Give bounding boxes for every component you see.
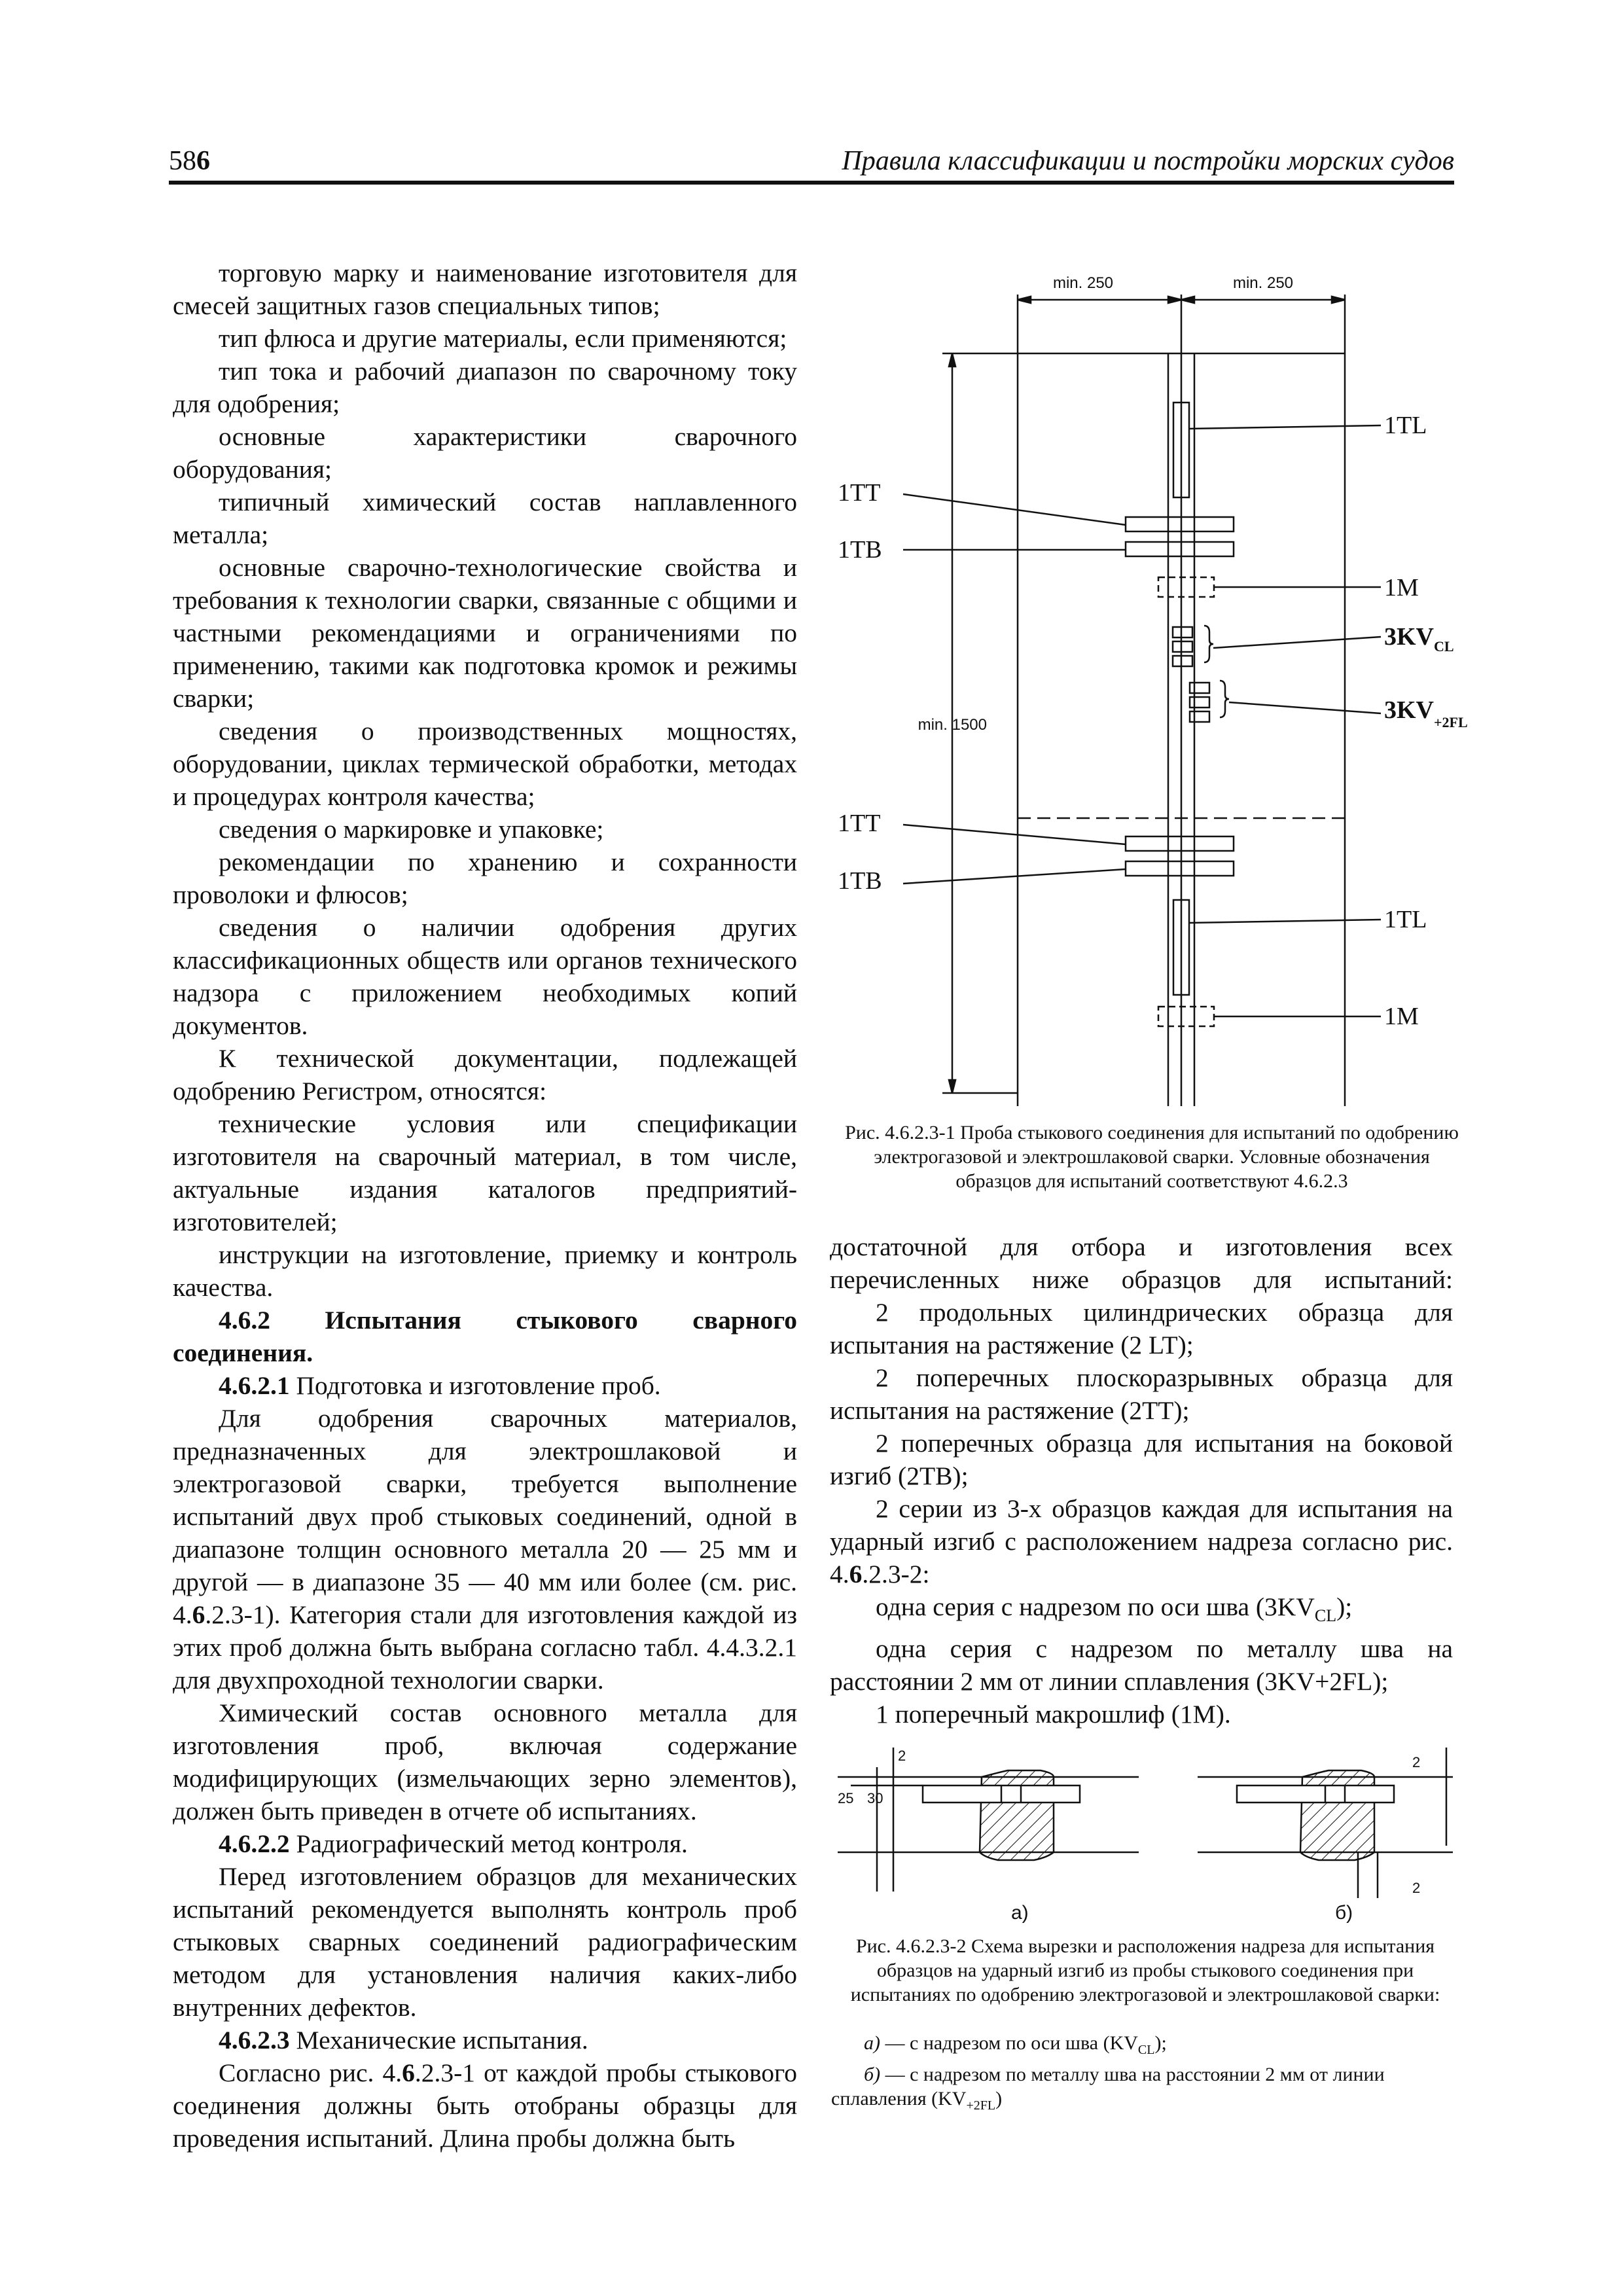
subsection-heading: 4.6.2.1 Подготовка и изготовление проб. [219,1371,661,1400]
label-3kv-2fl: $3KV_{+2FL}$ [1384,696,1468,730]
paragraph: сведения о производственных мощностях, оборудовании, циклах термической обработки, методах и процедурах контроля качества; [173,717,797,811]
label-b: б) [1335,1902,1353,1924]
running-title: Правила классификации и постройки морских судов [842,146,1454,176]
list-item: 2 поперечных образца для испытания на боковой изгиб (2TB); [830,1429,1453,1490]
figure2-caption-items [831,2031,1459,2118]
paragraph: К технической документации, подлежащей одобрению Регистром, относятся: [173,1044,797,1105]
figure2-caption: Рис. 4.6.2.3-2 Схема вырезки и расположения надреза для испытания образцов на ударный изгиб из пробы стыкового соединения при испытаниях по одобрению электрогазовой и электрошлаковой сварки: [850,1935,1440,2005]
label-a: а) [1011,1902,1029,1924]
label-1tt-top: 1TT [838,479,881,507]
dim-30: 30 [867,1790,883,1806]
label-1tb-bottom: 1TB [838,867,882,895]
paragraph: сведения о маркировке и упаковке; [219,815,604,844]
figure1-caption: Рис. 4.6.2.3-1 Проба стыкового соединения для испытаний по одобрению электрогазовой и электрошлаковой сварки. Условные обозначения образцов для испытаний соответствуют 4.6.2.3 [845,1122,1459,1192]
paragraph: Согласно рис. 4.6.2.3-1 от каждой пробы стыкового соединения должны быть отобраны образцы для проведения испытаний. Длина пробы должна быть [173,2058,797,2153]
list-item: одна серия с надрезом по оси шва $(3KV_{CL})$; [876,1592,1353,1625]
subsection-heading: 4.6.2.3 Механические испытания. [219,2026,588,2054]
dim-2-right-top: 2 [1412,1754,1421,1770]
label-1tb-top: 1TB [838,536,882,564]
paragraph: сведения о наличии одобрения других классификационных обществ или органов технического надзора с приложением необходимых копий документов. [173,913,797,1040]
paragraph: типичный химический состав наплавленного металла; [173,488,797,549]
dim-25: 25 [838,1790,854,1806]
dim-top-left: min. 250 [1052,274,1114,292]
figure-notch-location [831,1741,1459,1931]
paragraph: Химический состав основного металла для изготовления проб, включая содержание модифицирующих (измельчающих зерно элементов), должен быть приведен в отчете об испытаниях. [173,1698,797,1825]
dim-2-right-bottom: 2 [1412,1880,1421,1896]
label-1tl-top: 1TL [1384,412,1427,439]
dim-height: min. 1500 [918,716,987,734]
label-1m-bottom: 1M [1384,1003,1419,1030]
paragraph: достаточной для отбора и изготовления всех перечисленных ниже образцов для испытаний: [830,1232,1453,1294]
paragraph: рекомендации по хранению и сохранности проволоки и флюсов; [173,848,797,909]
label-3kv-cl: $3KV_{CL}$ [1384,623,1454,655]
caption-item-b: б) — с надрезом по металлу шва на расстоянии 2 мм от линии сплавления $(KV_{+2FL})$ [831,2064,1385,2113]
paragraph: тип флюса и другие материалы, если применяются; [219,324,787,353]
header-rule [169,181,1454,185]
figure-butt-weld-test-piece [818,262,1472,1113]
paragraph: инструкции на изготовление, приемку и контроль качества. [173,1240,797,1302]
list-item: 2 серии из 3-х образцов каждая для испытания на ударный изгиб с расположением надреза согласно рис. 4.6.2.3-2: [830,1494,1453,1588]
paragraph: технические условия или спецификации изготовителя на сварочный материал, в том числе, актуальные издания каталогов предприятий-изготовителей; [173,1109,797,1236]
caption-item-a: а) — с надрезом по оси шва $(KV_{CL})$; [864,2032,1167,2057]
paragraph: тип тока и рабочий диапазон по сварочному току для одобрения; [173,357,797,418]
subsection-heading: 4.6.2.2 Радиографический метод контроля. [219,1829,688,1858]
left-column [173,257,797,2155]
paragraph: Для одобрения сварочных материалов, предназначенных для электрошлаковой и электрогазовой сварки, требуется выполнение испытаний двух проб стыковых соединений, одной в диапазоне толщин основного металла 20 — 25 мм и другой — в диапазоне 35 — 40 мм или более (см. рис. 4.6.2.3-1). Категория стали для изготовления каждой из этих проб должна быть выбрана согласно табл. 4.4.3.2.1 для двухпроходной технологии сварки. [173,1404,797,1695]
list-item: 1 поперечный макрошлиф (1M). [876,1699,1231,1729]
paragraph: торговую марку и наименование изготовителя для смесей защитных газов специальных типов; [173,259,797,320]
label-1m-top: 1M [1384,574,1419,601]
section-heading: 4.6.2 Испытания стыкового сварного соединения. [173,1306,797,1367]
dim-top-right: min. 250 [1232,274,1294,292]
paragraph: основные сварочно-технологические свойства и требования к технологии сварки, связанные с общими и частными рекомендациями и ограничениями по применению, такими как подготовка кромок и режимы сварки; [173,553,797,713]
label-1tt-bottom: 1TT [838,810,881,837]
right-column [830,1230,1453,1731]
list-item: одна серия с надрезом по металлу шва на расстоянии 2 мм от линии сплавления (3KV+2FL); [830,1634,1453,1696]
label-1tl-bottom: 1TL [1384,906,1427,933]
list-item: 2 поперечных плоскоразрывных образца для испытания на растяжение (2TT); [830,1363,1453,1425]
page-number: 586 [169,146,210,176]
paragraph: основные характеристики сварочного оборудования; [173,422,797,484]
paragraph: Перед изготовлением образцов для механических испытаний рекомендуется выполнять контроль проб стыковых сварных соединений радиографическим методом для установления наличия каких-либо внутренних дефектов. [173,1862,797,2022]
list-item: 2 продольных цилиндрических образца для испытания на растяжение (2 LT); [830,1298,1453,1359]
dim-2-left: 2 [898,1748,906,1764]
